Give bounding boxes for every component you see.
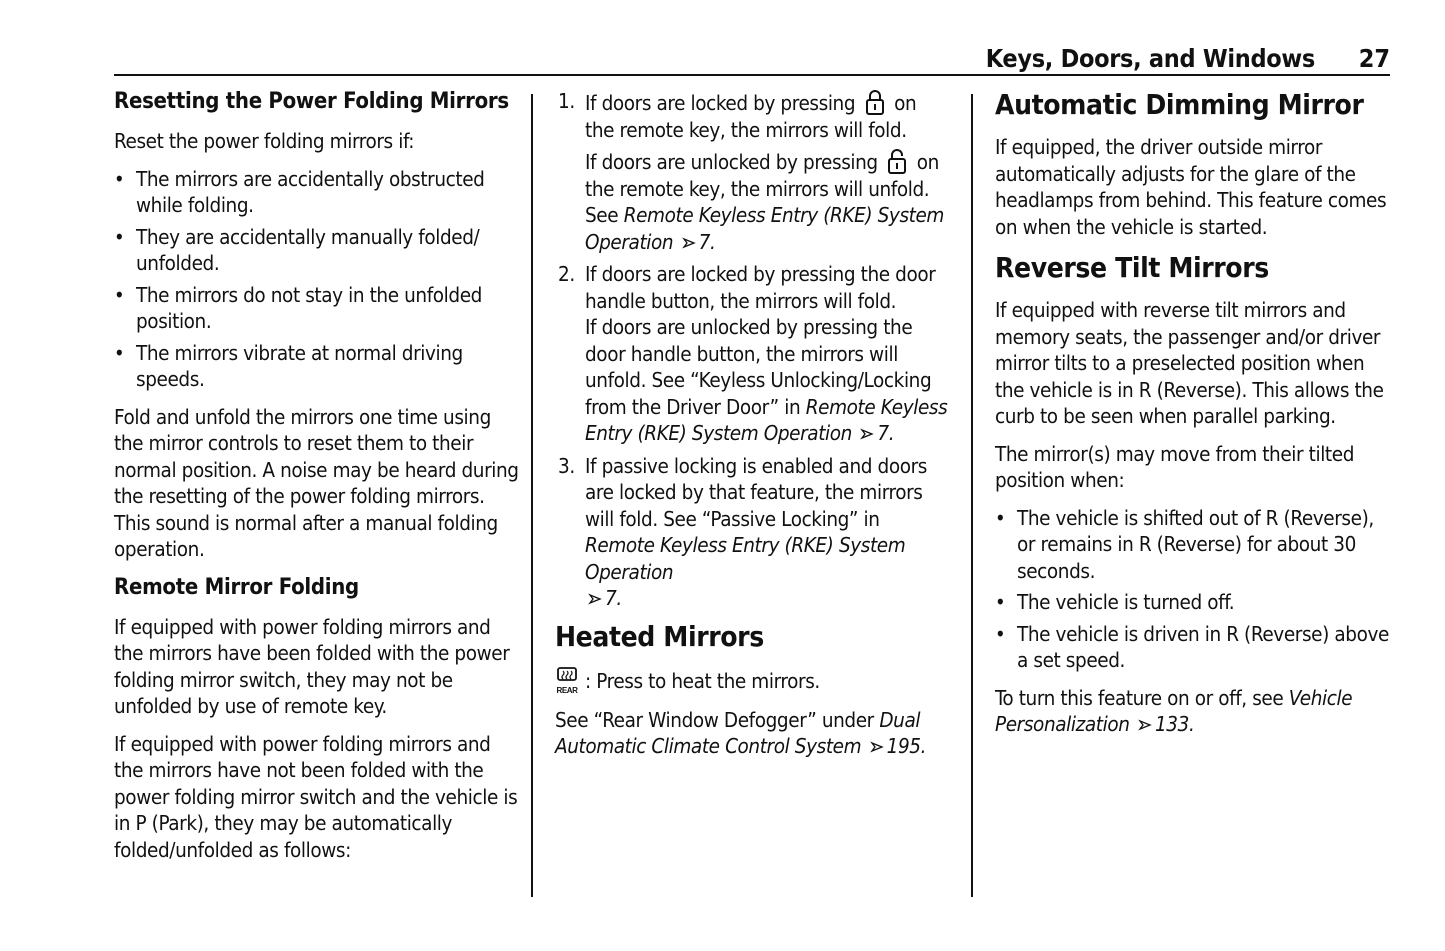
heading-reverse-tilt: Reverse Tilt Mirrors [995,251,1269,284]
list-item: • The vehicle is shifted out of R (Reverse), or remains in R (Reverse) for about 30 seconds. [995,505,1390,585]
cross-reference[interactable]: Remote Keyless Entry (RKE) System Operation [585,533,906,584]
move-paragraph: The mirror(s) may move from their tilted position when: [995,441,1355,492]
list-item: 2. If doors are locked by pressing the door handle button, the mirrors will fold. If doors are unlocked by pressing the door handle button, the mirrors will unfold. See “Keyless Unlocking/Locking from the Driver Door” in Remote Keyless Entry (RKE) System Operation 7. [558,262,948,445]
svg-text:REAR: REAR [556,685,578,695]
turn-on-off-paragraph: To turn this feature on or off, see Vehicle Personalization 133. [995,685,1353,736]
lock-icon [865,88,885,116]
list-item: 1. If doors are locked by pressing on the remote key, the mirrors will fold. If doors are unlocked by pressing on the remote key, the mirrors will unfold. See Remote Keyless Entry (RKE) System Operation 7. [558,89,945,254]
heading-heated-mirrors: Heated Mirrors [555,619,764,653]
see-defogger: See “Rear Window Defogger” under Dual Automatic Climate Control System 195. [555,707,927,758]
column-2 [555,88,950,771]
reset-intro: Reset the power folding mirrors if: [114,129,415,153]
column-divider-1 [531,94,533,897]
remote-paragraph-2: If equipped with power folding mirrors and the mirrors have not been folded with the power folding mirror switch and the vehicle is in P (Park), they may be automatically folded/unfolded as follows: [114,731,518,862]
heat-instruction: REAR : Press to heat the mirrors. [555,666,950,696]
page-ref-arrow-icon [682,236,696,250]
page-ref-arrow-icon [588,592,602,606]
page-number: 27 [1358,44,1390,73]
column-1 [114,88,519,874]
unlock-icon [887,147,907,175]
page-ref-arrow-icon [1138,718,1152,732]
page-ref-arrow-icon [860,427,874,441]
page-header [114,40,1390,76]
list-item: • The vehicle is driven in R (Reverse) above a set speed. [995,621,1390,674]
cross-reference[interactable]: Dual Automatic Climate Control System [555,707,921,758]
tilt-paragraph: If equipped with reverse tilt mirrors and memory seats, the passenger and/or driver mirror tilts to a preselected position when the vehicle is in R (Reverse). This allows the curb to be seen when parallel parking. [995,298,1384,428]
heading-resetting-mirrors: Resetting the Power Folding Mirrors [114,89,509,114]
dimming-paragraph: If equipped, the driver outside mirror automatically adjusts for the glare of the headlamps from behind. This feature comes on when the vehicle is started. [995,135,1387,239]
cross-reference[interactable]: Remote Keyless Entry (RKE) System Operation [585,203,945,254]
list-item: • The vehicle is turned off. [995,589,1390,616]
list-item: • The mirrors do not stay in the unfolded position. [114,282,519,335]
rear-defog-icon [555,666,581,696]
folding-steps-list [555,88,950,612]
list-item: • They are accidentally manually folded/ unfolded. [114,224,519,277]
heading-auto-dimming: Automatic Dimming Mirror [995,88,1364,121]
list-item: 3. If passive locking is enabled and doors are locked by that feature, the mirrors will fold. See “Passive Locking” in Remote Keyless Entry (RKE) System Operation 7. [558,453,927,610]
column-divider-2 [971,94,973,897]
reset-conditions-list [114,166,519,393]
page-ref-arrow-icon [870,740,884,754]
cross-reference[interactable]: Remote Keyless Entry (RKE) System Operation [585,394,948,445]
list-item: • The mirrors are accidentally obstructed while folding. [114,166,519,219]
remote-paragraph-1: If equipped with power folding mirrors and the mirrors have been folded with the power folding mirror switch, they may not be unfolded by use of remote key. [114,614,510,718]
heading-remote-folding: Remote Mirror Folding [114,574,359,600]
fold-paragraph: Fold and unfold the mirrors one time using the mirror controls to reset them to their normal position. A noise may be heard during the resetting of the power folding mirrors. This sound is normal after a manual folding operation. [114,404,519,561]
section-title: Keys, Doors, and Windows [985,44,1315,73]
column-3 [995,88,1390,749]
move-conditions-list [995,505,1390,674]
list-item: • The mirrors vibrate at normal driving speeds. [114,340,519,393]
cross-reference[interactable]: Vehicle Personalization [995,685,1353,736]
